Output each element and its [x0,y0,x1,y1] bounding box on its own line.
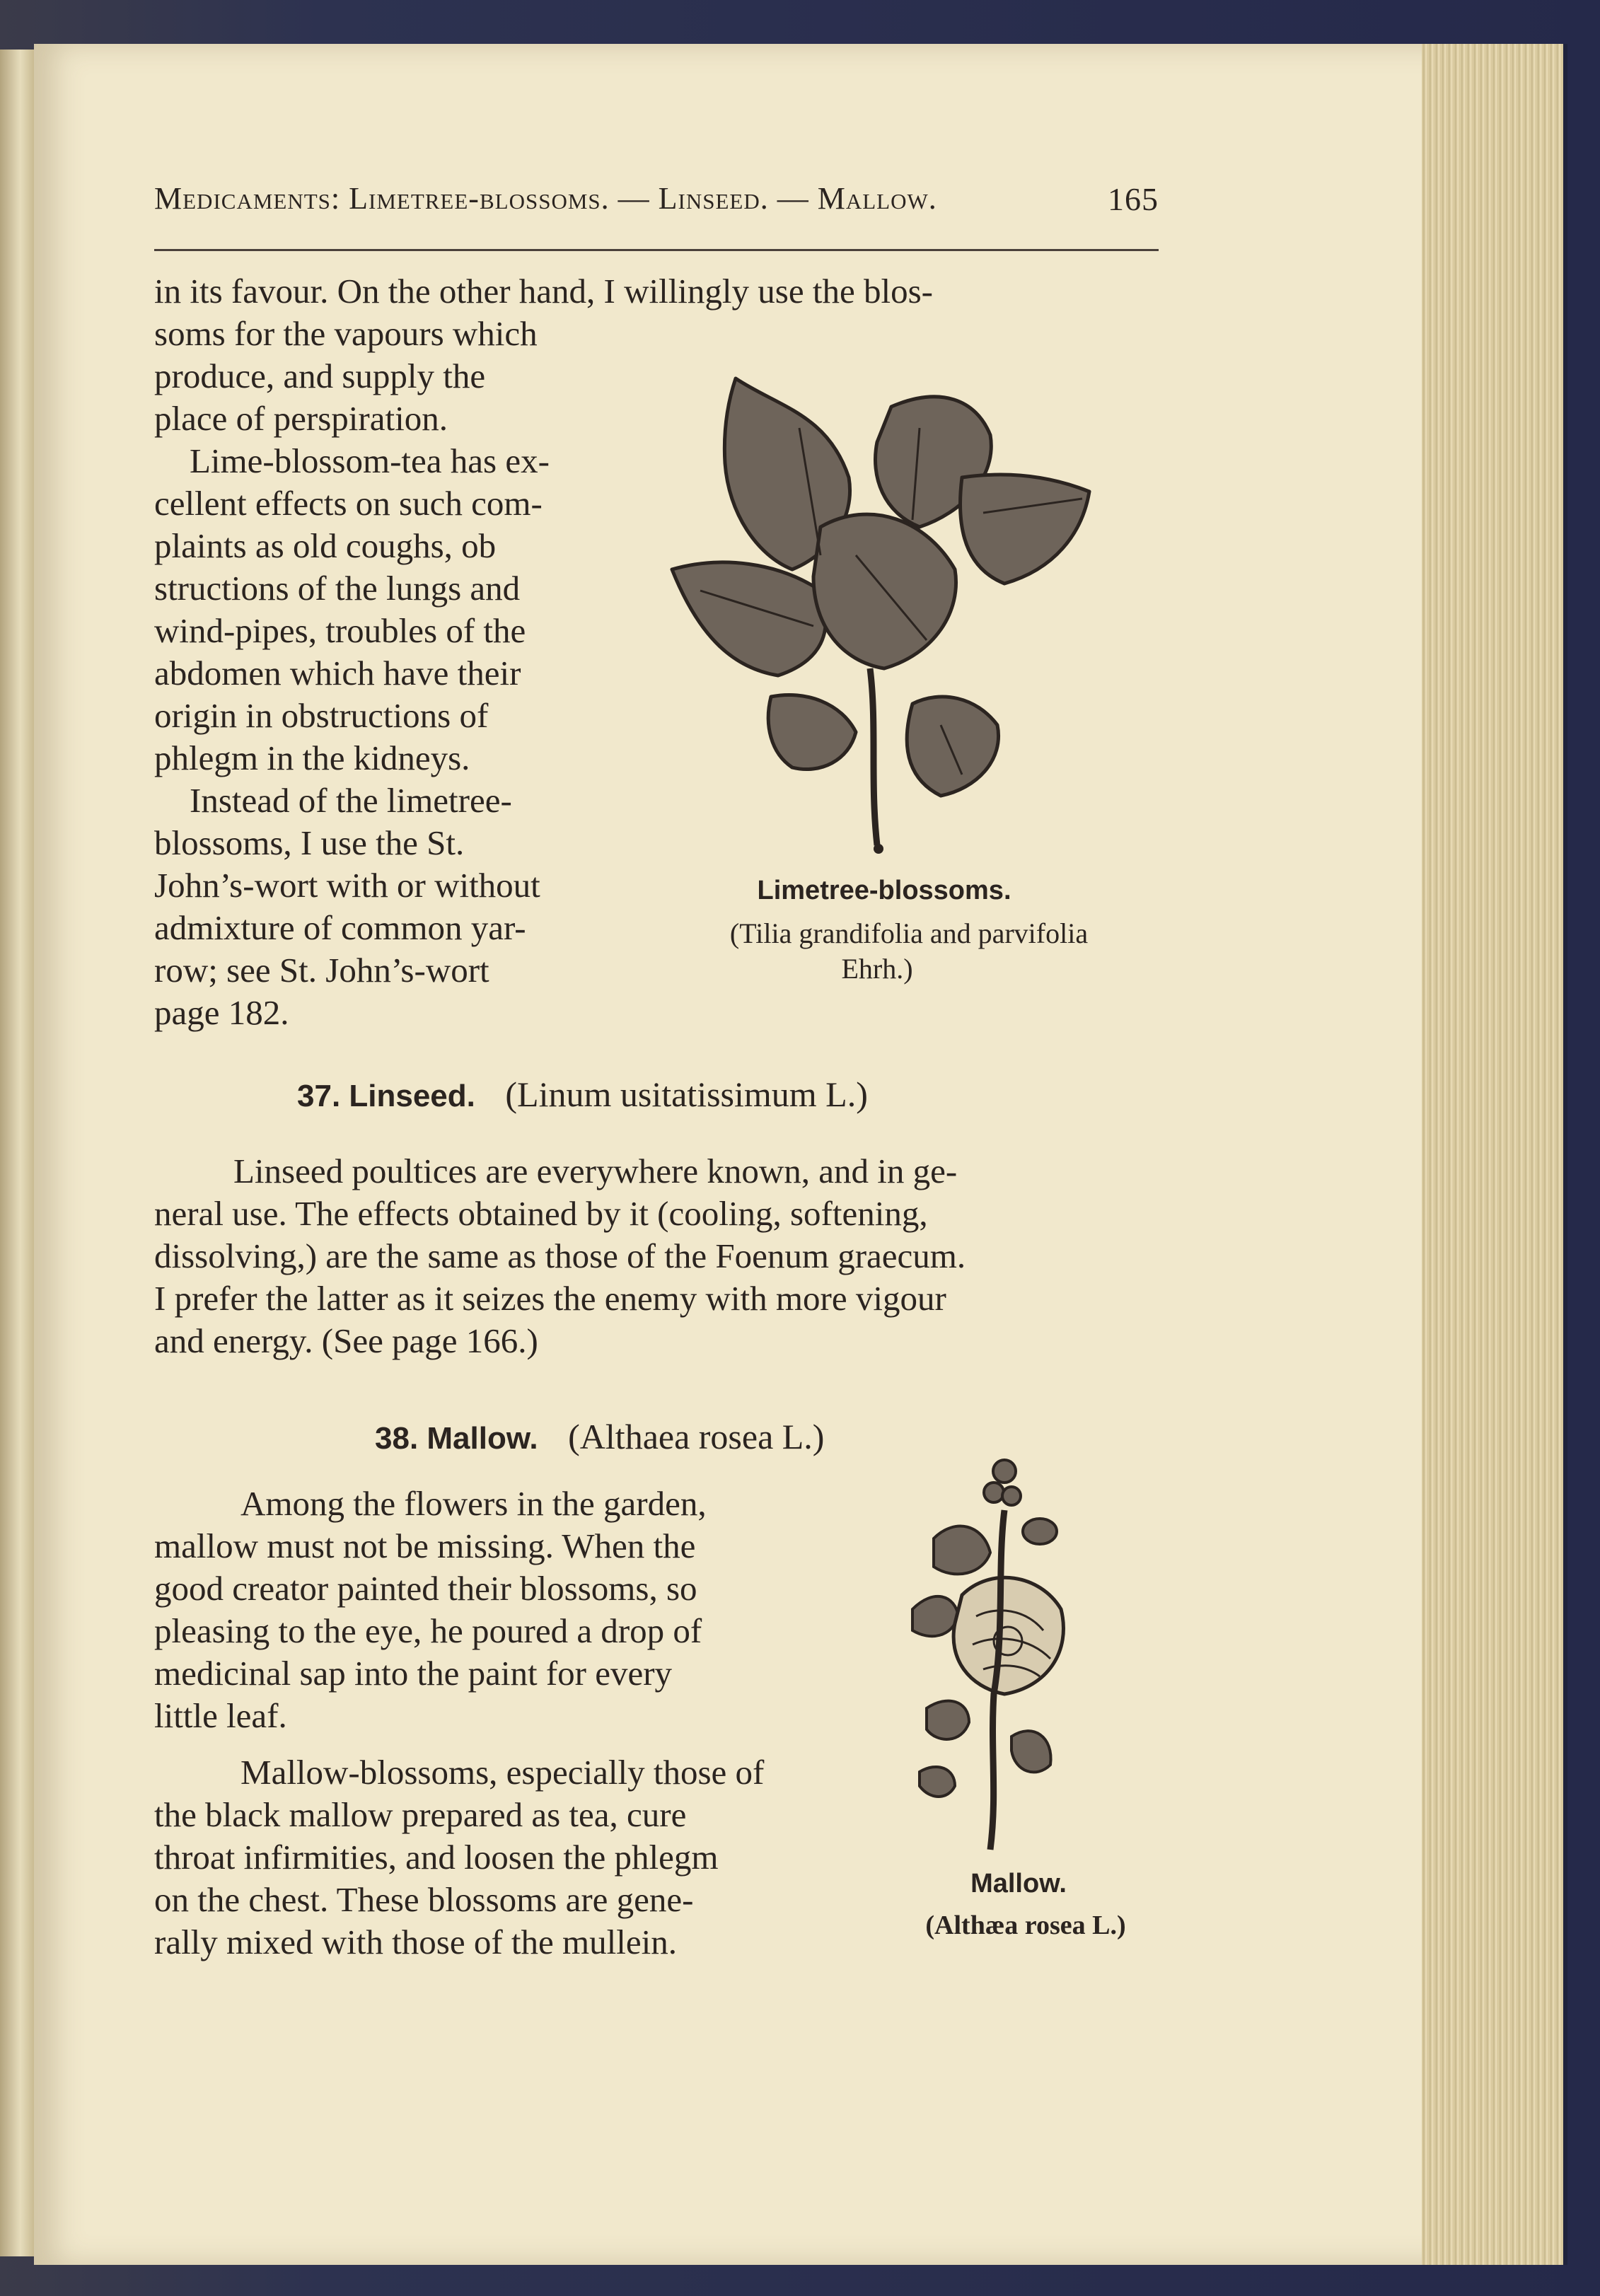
text-line: little leaf. [154,1696,287,1735]
text-line: page 182. [154,993,289,1032]
text-line: admixture of common yar- [154,908,526,947]
text-line: good creator painted their blossoms, so [154,1569,697,1608]
text-line: abdomen which have their [154,654,521,692]
mallow-heading-latin: (Althaea rosea L.) [568,1417,825,1456]
text-line: rally mixed with those of the mullein. [154,1923,677,1961]
text-line: Among the flowers in the garden, [240,1484,707,1523]
text-line: row; see St. John’s-wort [154,951,489,990]
text-line: produce, and supply the [154,356,486,395]
text-line: structions of the lungs and [154,569,521,608]
running-head [154,180,1159,230]
limetree-caption-latin: (Tilia grandifolia and parvifolia [729,917,1089,949]
linseed-heading [297,1074,868,1115]
text-line: cellent effects on such com- [154,484,543,523]
linseed-heading-title: 37. Linseed. [297,1079,475,1113]
limetree-caption-title: Limetree-blossoms. [757,876,1011,905]
text-line: John’s-wort with or without [154,866,540,905]
text-line: the black mallow prepared as tea, cure [154,1795,687,1834]
text-line: phlegm in the kidneys. [154,738,470,777]
text-line: plaints as old coughs, ob [154,526,497,565]
text-line: origin in obstructions of [154,696,489,735]
text-line: dissolving,) are the same as those of the Foenum graecum. [154,1236,966,1275]
text-line: soms for the vapours which [154,314,538,353]
text-line: in its favour. On the other hand, I willingly use the blos- [154,272,933,311]
page-number: 165 [1108,181,1159,217]
text-line: pleasing to the eye, he poured a drop of [154,1611,702,1650]
linseed-heading-latin: (Linum usitatissimum L.) [505,1074,868,1114]
mallow-caption-title: Mallow. [970,1869,1067,1898]
text-line: throat infirmities, and loosen the phlegm [154,1838,719,1877]
header-rule [154,249,1159,251]
text-line: wind-pipes, troubles of the [154,611,526,650]
text-line: mallow must not be missing. When the [154,1526,696,1565]
text-line: medicinal sap into the paint for every [154,1654,673,1693]
mallow-heading-title: 38. Mallow. [375,1421,538,1456]
text-line: Mallow-blossoms, especially those of [240,1753,765,1792]
page-stack-edge [1422,44,1567,2265]
text-line: Linseed poultices are everywhere known, and in ge- [233,1152,958,1190]
limetree-blossom-illustration-icon [658,357,1111,866]
text-line: Instead of the limetree- [190,781,512,820]
mallow-heading [375,1416,824,1457]
text-line: on the chest. These blossoms are gene- [154,1880,694,1919]
text-line: place of perspiration. [154,399,448,438]
text-line: Lime-blossom-tea has ex- [190,441,550,480]
limetree-caption-authority: Ehrh.) [841,953,913,985]
text-line: neral use. The effects obtained by it (cooling, softening, [154,1194,928,1233]
text-line: blossoms, I use the St. [154,823,465,862]
mallow-caption-latin: (Althæa rosea L.) [925,1911,1126,1940]
facing-page-edge [0,50,34,2256]
text-line: I prefer the latter as it seizes the enemy with more vigour [154,1279,946,1318]
mallow-flower-illustration-icon [898,1454,1075,1857]
running-title: Medicaments: Limetree-blossoms. — Linseed. — Mallow. [154,181,937,216]
text-line: and energy. (See page 166.) [154,1321,538,1360]
